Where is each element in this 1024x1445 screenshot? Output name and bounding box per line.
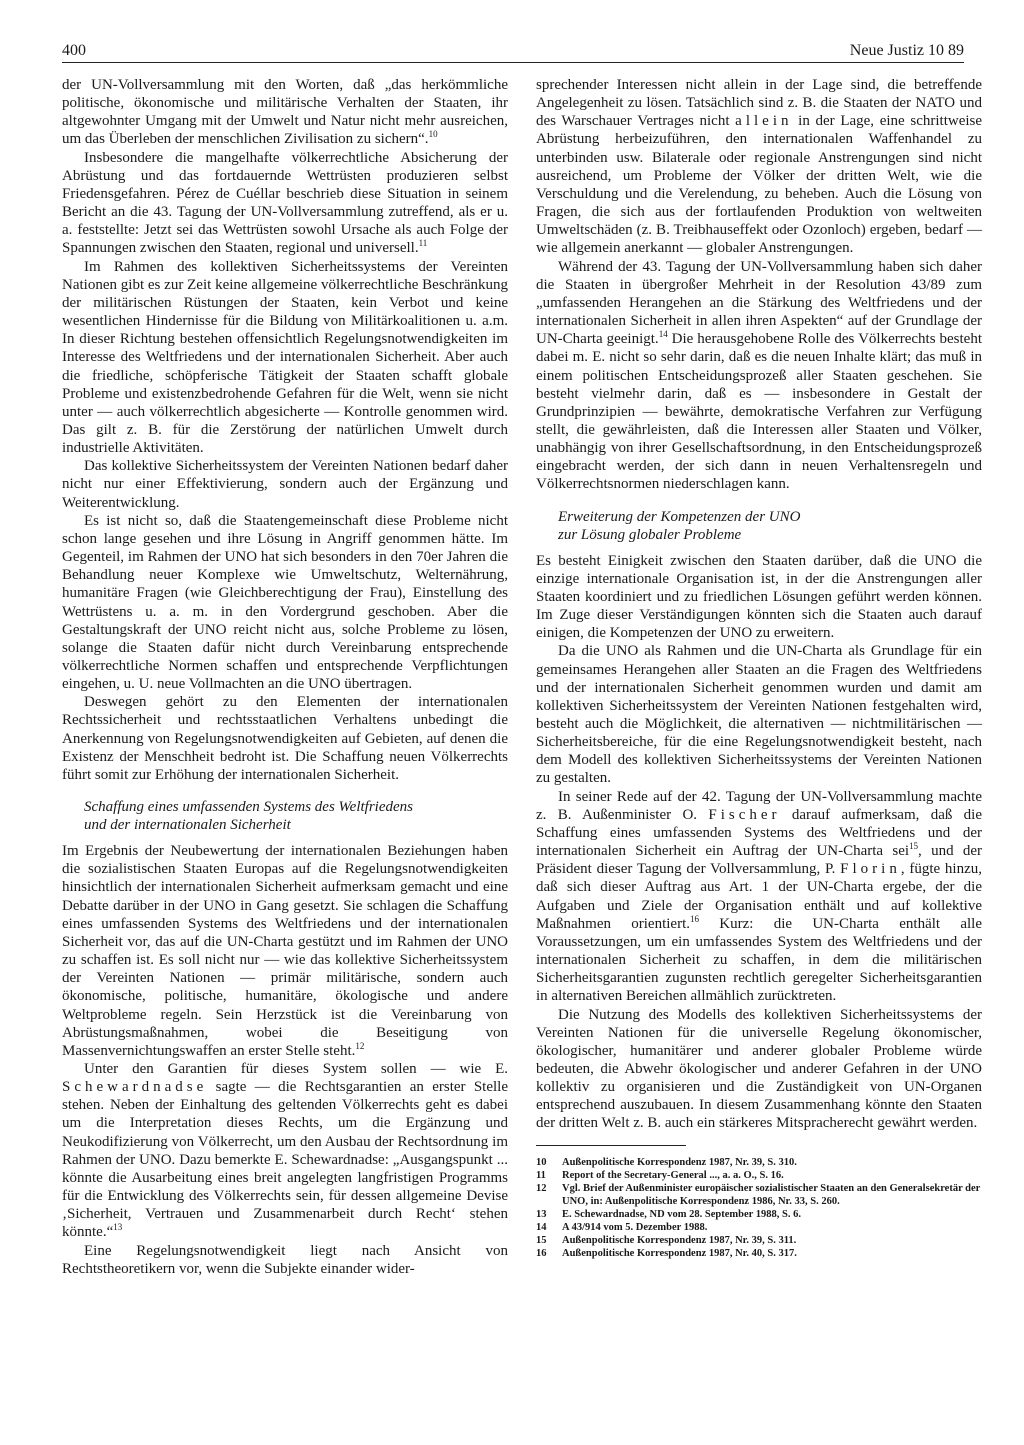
- footnote-list: [536, 1156, 982, 1260]
- footnote-ref[interactable]: 10: [428, 129, 438, 140]
- footnote-ref[interactable]: 12: [355, 1040, 365, 1051]
- section-heading: Schaffung eines umfassenden Systems des Weltfriedens und der internationalen Sicherheit: [84, 799, 413, 834]
- paragraph: Unter den Garantien für dieses System sollen — wie E. Schewardnadse sagte — die Rechtsgarantien an erster Stelle stehen. Neben der Einhaltung des geltenden Völkerrechts geht es dabei um die Interpretation dieses Rechts, um die Ergänzung und Neukodifizierung von Völkerrecht, um den Ausbau der Rechtsordnung im Rahmen der UNO. Dazu bemerkte E. Schewardnadse: „Ausgangspunkt ... könnte die Ausarbeitung eines breit angelegten langfristigen Programms für die Entwicklung des Völkerrechts sein, für dessen allgemeine Devise ‚Sicherheit, Vertrauen und Zusammenarbeit durch Recht‘ stehen könnte.“$^{13}$: [62, 1060, 508, 1241]
- footnote-ref[interactable]: 13: [113, 1222, 123, 1233]
- footnote-ref[interactable]: 14: [658, 329, 668, 340]
- spaced-word: allein: [735, 113, 793, 130]
- spaced-name: Florin: [840, 861, 901, 878]
- paragraph: Da die UNO als Rahmen und die UN-Charta als Grundlage für ein gemeinsames Herangehen aller Staaten an die Fragen des Weltfriedens und der internationalen Sicherheit genommen wurden und damit am kollektiven Sicherheitssystem der Vereinten Nationen festgehalten wird, besteht auch die Möglichkeit, die alternativen — nichtmilitärischen — Sicherheitsbereiche, für die eine Regelungsnotwendigkeit besteht, nach dem Modell des kollektiven Sicherheitssystems der Vereinten Nationen zu gestalten.: [536, 643, 982, 787]
- page-number: 400: [62, 42, 86, 59]
- paragraph: In seiner Rede auf der 42. Tagung der UN-Vollversammlung machte z. B. Außenminister O. Fischer darauf aufmerksam, daß die Schaffung eines umfassenden Systems des Weltfriedens und der internationalen Sicherheit ein Auftrag der UN-Charta sei$^{15}$, und der Präsident dieser Tagung der Vollversammlung, P. Florin, fügte hinzu, daß sich dieser Auftrag aus Art. 1 der UN-Charta ergebe, der die Aufgaben und Ziele der Organisation enthält und auf kollektive Maßnahmen orientiert.$^{16}$ Kurz: die UN-Charta enthält alle Voraussetzungen, um ein umfassendes System des Weltfriedens und der internationalen Sicherheit zu schaffen, in dem die militärischen Sicherheitsgarantien zugunsten rechtlich geregelter Sicherheitsgarantien in alternativen Bereichen allmählich zurücktreten.: [536, 788, 983, 1005]
- spaced-name: Schewardnadse: [62, 1079, 208, 1096]
- paragraph: Während der 43. Tagung der UN-Vollversammlung haben sich daher die Staaten in übergroßer Mehrheit in der Resolution 43/89 zum „umfassenden Herangehen an die Stärkung des Weltfriedens und der internationalen Sicherheit in allen ihren Aspekten“ auf der Grundlage der UN-Charta geeinigt.$^{14}$ Die herausgehobene Rolle des Völkerrechts besteht dabei m. E. nicht so sehr darin, daß es die neuen Inhalte klärt; das muß in einem politischen Entscheidungsprozeß aller Staaten geschehen. Sie besteht vielmehr darin, daß es — insbesondere in Gestalt der Grundprinzipien — bewährte, demokratische Verfahren zur Verfügung stellt, die gewährleisten, daß die Interessen aller Staaten und Völker, unabhängig von ihrer Gesellschaftsordnung, in den Entscheidungsprozeß eingebracht werden, der sich dann in neuen Verhaltensregeln und Völkerrechtsnormen niederschlagen kann.: [536, 258, 982, 493]
- paragraph: Deswegen gehört zu den Elementen der internationalen Rechtssicherheit und rechtsstaatlichen Verhaltens unbedingt die Anerkennung von Regelungsnotwendigkeiten auf Gebieten, auf denen die Existenz der Menschheit bedroht ist. Die Schaffung neuen Völkerrechts führt somit zur Erhöhung der internationalen Sicherheit.: [62, 694, 508, 783]
- paragraph: Es besteht Einigkeit zwischen den Staaten darüber, daß die UNO die einzige internationale Organisation ist, in der die Anstrengungen aller Staaten koordiniert und zu friedlichen Lösungen geführt werden können. Im Zuge dieser Verständigungen könnten sich die Staaten auch darauf einigen, die Kompetenzen der UNO zu erweitern.: [536, 552, 982, 642]
- page-header: [62, 38, 964, 63]
- footnote: 10 Außenpolitische Korrespondenz 1987, Nr. 39, S. 310.: [536, 1156, 797, 1168]
- footnote: 13 E. Schewardnadse, ND vom 28. September 1988, S. 6.: [536, 1208, 801, 1220]
- section-heading: Erweiterung der Kompetenzen der UNO zur Lösung globaler Probleme: [558, 508, 801, 543]
- paragraph: Im Ergebnis der Neubewertung der internationalen Beziehungen haben die sozialistischen Staaten Europas auf die Regelungsnotwendigkeiten hinsichtlich der internationalen Sicherheit aufmerksam gemacht und eine Debatte darüber in der UNO in Gang gesetzt. Sie schlagen die Schaffung eines umfassenden Systems des Weltfriedens und der internationalen Sicherheit vor, das auf die UN-Charta gestützt und im Rahmen der UNO zu schaffen ist. Es soll nicht nur — wie das kollektive Sicherheitssystem der Vereinten Nationen — primär militärische, sondern auch ökonomische, politische, humanitäre, ökologische und andere Weltprobleme regeln. Sein Herzstück ist die Vereinbarung von Abrüstungsmaßnahmen, wobei die Beseitigung von Massenvernichtungswaffen an erster Stelle steht.$^{12}$: [62, 843, 508, 1059]
- footnote: 12 Vgl. Brief der Außenminister europäischer sozialistischer Staaten an den Generalsekretär der UNO, in: Außenpolitische Korrespondenz 1986, Nr. 33, S. 260.: [536, 1182, 981, 1207]
- footnote: 11 Report of the Secretary-General ..., a. a. O., S. 16.: [536, 1169, 784, 1181]
- footnote-divider: [536, 1145, 686, 1152]
- footnote: 16 Außenpolitische Korrespondenz 1987, Nr. 40, S. 317.: [536, 1247, 797, 1259]
- footnote-ref[interactable]: 16: [690, 913, 699, 924]
- right-column: [536, 76, 982, 1260]
- paragraph: der UN-Vollversammlung mit den Worten, daß „das herkömmliche politische, ökonomische und militärische Verhalten der Staaten, ihr altgewohnter Umgang mit der Umwelt und Natur nicht mehr ausreichen, um das Überleben der menschlichen Zivilisation zu sichern“.$^{10}$: [62, 77, 508, 148]
- paragraph: Es ist nicht so, daß die Staatengemeinschaft diese Probleme nicht schon lange gesehen und ihre Lösung in Angriff genommen hätte. Im Gegenteil, im Rahmen der UNO hat sich besonders in den 70er Jahren die Behandlung neuer Komplexe wie Umweltschutz, Welternährung, humanitäre Fragen (wie Gleichberechtigung der Frau), Einstellung des Wettrüstens u. a. m. in den Vordergrund geschoben. Aber die Gestaltungskraft der UNO reicht nicht aus, solche Probleme zu lösen, solange die Staaten dafür nicht durch Vereinbarung entsprechende völkerrechtliche Normen schaffen und entsprechende Verpflichtungen eingehen, u. U. neue Vollmachten an die UNO übertragen.: [62, 512, 508, 693]
- left-column: [62, 76, 508, 1278]
- paragraph: Die Nutzung des Modells des kollektiven Sicherheitssystems der Vereinten Nationen für die universelle Regelung ökonomischer, ökologischer, humanitärer und anderer globaler Probleme würde bedeuten, die Abwehr ökologischer und anderer Gefahren in der UNO kollektiv zu organisieren und die Zuständigkeit von UN-Organen entsprechend auszubauen. In diesem Zusammenhang könnte den Staaten der dritten Welt z. B. auch ein stärkeres Mitspracherecht gewährt werden.: [536, 1006, 982, 1132]
- journal-issue: Neue Justiz 10 89: [849, 42, 964, 59]
- footnote-ref[interactable]: 15: [909, 841, 919, 852]
- spaced-name: Fischer: [708, 806, 781, 823]
- paragraph: Im Rahmen des kollektiven Sicherheitssystems der Vereinten Nationen gibt es zur Zeit keine allgemeine völkerrechtliche Beschränkung der militärischen Rüstungen der Staaten, kein Verbot und keine wesentlichen Hindernisse für die Bildung von Militärkoalitionen u. a.m. In dieser Richtung bestehen offensichtlich Regelungsnotwendigkeiten im Interesse des Weltfriedens und der internationalen Sicherheit. Aber auch die friedliche, schöpferische Tätigkeit der Staaten schafft globale Probleme und existenzbedrohende Gefahren für die Welt, wenn sie nicht unter — auch völkerrechtlich abgesicherte — Kontrolle genommen wird. Das gilt z. B. für die Zerstörung der natürlichen Umwelt durch industrielle Aktivitäten.: [62, 258, 508, 457]
- paragraph: Eine Regelungsnotwendigkeit liegt nach Ansicht von Rechtstheoretikern vor, wenn die Subjekte einander wider-: [62, 1242, 508, 1277]
- footnote: 14 A 43/914 vom 5. Dezember 1988.: [536, 1221, 708, 1233]
- footnote-ref[interactable]: 11: [418, 238, 428, 249]
- paragraph: sprechender Interessen nicht allein in der Lage sind, die betreffende Angelegenheit zu lösen. Tatsächlich sind z. B. die Staaten der NATO und des Warschauer Vertrages nicht allein in der Lage, eine schrittweise Abrüstung herbeizuführen, den internationalen Waffenhandel zu unterbinden usw. Bilaterale oder regionale Anstrengungen sind nicht ausreichend, um Probleme der Völker der dritten Welt, wie die Verschuldung und die Verelendung, zu beheben. Auch die Lösung von Fragen, die sich aus der fortlaufenden Produktion von weltweiten Umweltschäden (z. B. Treibhauseffekt oder Ozonloch) ergeben, bedarf — wie allgemein anerkannt — globaler Anstrengungen.: [536, 77, 983, 257]
- paragraph: Insbesondere die mangelhafte völkerrechtliche Absicherung der Abrüstung und das fortdauernde Wettrüsten produzieren selbst Friedensgefahren. Pérez de Cuéllar beschrieb diese Situation in seinem Bericht an die 43. Tagung der UN-Vollversammlung zutreffend, als er u. a. feststellte: Jetzt sei das Wettrüsten sowohl Ursache als auch Folge der Spannungen zwischen den Staaten, regional und universell.$^{11}$: [62, 149, 508, 257]
- footnote: 15 Außenpolitische Korrespondenz 1987, Nr. 39, S. 311.: [536, 1234, 797, 1246]
- paragraph: Das kollektive Sicherheitssystem der Vereinten Nationen bedarf daher nicht nur einer Effektivierung, sondern auch der Ergänzung und Weiterentwicklung.: [62, 458, 508, 511]
